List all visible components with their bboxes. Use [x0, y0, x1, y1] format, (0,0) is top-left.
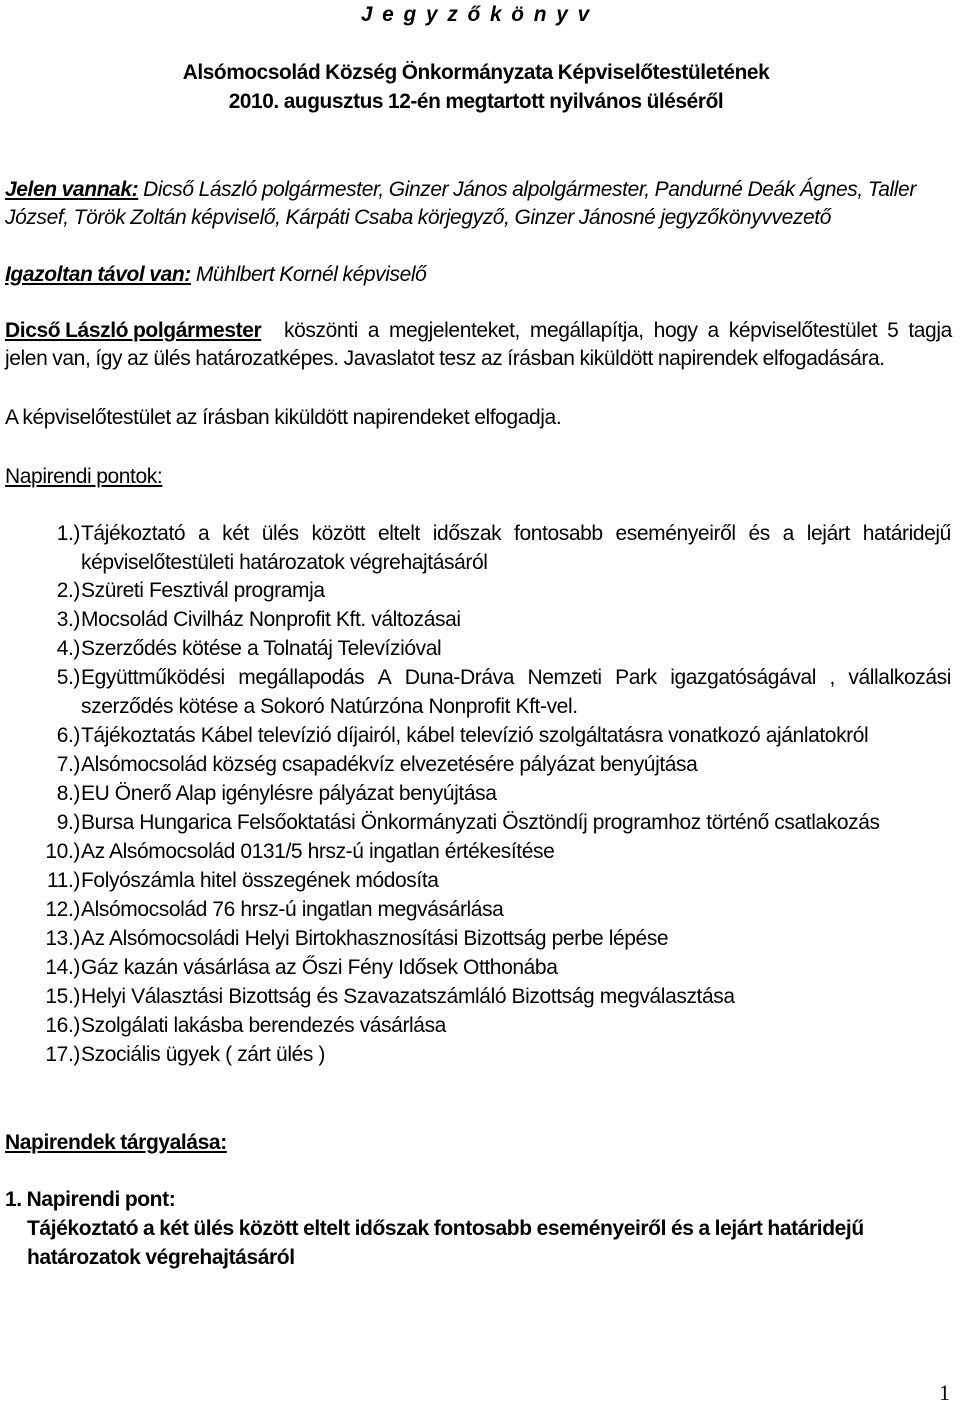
- absent-line: [5, 262, 952, 288]
- agenda-heading: Napirendi pontok:: [5, 465, 163, 488]
- agenda-item-text: Együttműködési megállapodás A Duna-Dráva Nemzeti Park igazgatóságával , vállalkozási: [81, 666, 951, 689]
- agenda-item-text: Szüreti Fesztivál programja: [81, 579, 325, 602]
- opening-line1-rest: köszönti a megjelenteket, megállapítja, hogy a képviselőtestület 5 tagja: [284, 319, 952, 342]
- agenda-item-text: Szolgálati lakásba berendezés vásárlása: [81, 1014, 446, 1037]
- agenda-item-number: 1.): [56, 522, 80, 545]
- discussion-heading: Napirendek tárgyalása:: [5, 1131, 227, 1154]
- agenda-item-number: 12.): [45, 898, 80, 921]
- agenda-item-number: 15.): [45, 985, 80, 1008]
- agenda-item-number: 17.): [45, 1043, 80, 1066]
- agenda-item-text: Helyi Választási Bizottság és Szavazatszámláló Bizottság megválasztása: [81, 985, 735, 1008]
- discussion-point-label: 1. Napirendi pont:: [5, 1188, 176, 1211]
- document-subtitle-line2: 2010. augusztus 12-én megtartott nyilvános üléséről: [228, 90, 724, 113]
- agenda-item-number: 10.): [45, 840, 80, 863]
- agenda-item-text: Bursa Hungarica Felsőoktatási Önkormányzati Ösztöndíj programhoz történő csatlakozás: [81, 811, 880, 834]
- agenda-item-text: EU Önerő Alap igénylésre pályázat benyújtása: [81, 782, 497, 805]
- opening-line2: jelen van, így az ülés határozatképes. Javaslatot tesz az írásban kiküldött napirendek elfogadására.: [5, 347, 885, 370]
- agenda-item-number: 9.): [56, 811, 80, 834]
- present-label: Jelen vannak:: [5, 178, 139, 201]
- present-text-line2: József, Török Zoltán képviselő, Kárpáti Csaba körjegyző, Ginzer Jánosné jegyzőkönyvvezető: [5, 206, 831, 229]
- document-subtitle-line1: Alsómocsolád Község Önkormányzata Képviselőtestületének: [182, 61, 770, 84]
- agenda-item-number: 7.): [56, 753, 80, 776]
- agenda-item-text: Szociális ügyek ( zárt ülés ): [81, 1043, 325, 1066]
- opening-speaker: Dicső László polgármester: [5, 319, 262, 342]
- agenda-item-number: 16.): [45, 1014, 80, 1037]
- opening-line1: [5, 318, 952, 344]
- agenda-item-text: Mocsolád Civilház Nonprofit Kft. változásai: [81, 608, 461, 631]
- agenda-item-text-line2: szerződés kötése a Sokoró Natúrzóna Nonprofit Kft-vel.: [81, 695, 578, 718]
- present-line1: [5, 177, 952, 203]
- agenda-item-text: [81, 521, 951, 547]
- discussion-point-title-line1: Tájékoztató a két ülés között eltelt időszak fontosabb eseményeiről és a lejárt határidejű: [27, 1217, 864, 1240]
- agenda-item-number: 8.): [56, 782, 80, 805]
- agenda-item-number: 2.): [56, 579, 80, 602]
- agenda-item-number: 14.): [45, 956, 80, 979]
- absent-label: Igazoltan távol van:: [5, 263, 191, 286]
- agenda-item-number: 5.): [56, 666, 80, 689]
- agenda-item-text-line2: képviselőtestületi határozatok végrehajtásáról: [81, 551, 488, 574]
- agenda-item-number: 11.): [46, 869, 80, 892]
- agenda-item-number: 4.): [56, 637, 80, 660]
- agenda-item-text: Az Alsómocsoládi Helyi Birtokhasznosítási Bizottság perbe lépése: [81, 927, 669, 950]
- discussion-point-title-line2: határozatok végrehajtásáról: [27, 1246, 295, 1269]
- agenda-item-number: 6.): [56, 724, 80, 747]
- agenda-item-text: Alsómocsolád 76 hrsz-ú ingatlan megvásárlása: [81, 898, 504, 921]
- page-number: 1: [939, 1380, 950, 1405]
- agenda-item-number: 3.): [56, 608, 80, 631]
- agenda-item-text: Alsómocsolád község csapadékvíz elvezetésére pályázat benyújtása: [81, 753, 698, 776]
- agenda-item-text: Folyószámla hitel összegének módosíta: [81, 869, 439, 892]
- present-text-line1: Dicső László polgármester, Ginzer János alpolgármester, Pandurné Deák Ágnes, Taller: [143, 178, 916, 201]
- agenda-item-text: Tájékoztatás Kábel televízió díjairól, kábel televízió szolgáltatásra vonatkozó ajánlatokról: [81, 724, 869, 747]
- agenda-item-number: 13.): [45, 927, 80, 950]
- agenda-item-text: Szerződés kötése a Tolnatáj Televízióval: [81, 637, 442, 660]
- agenda-item-text: Gáz kazán vásárlása az Őszi Fény Idősek Otthonába: [81, 956, 558, 979]
- agenda-item-text: Az Alsómocsolád 0131/5 hrsz-ú ingatlan értékesítése: [81, 840, 555, 863]
- document-title: J e g y z ő k ö n y v: [360, 3, 592, 26]
- opening-decision: A képviselőtestület az írásban kiküldött napirendeket elfogadja.: [5, 406, 562, 429]
- absent-text: Mühlbert Kornél képviselő: [195, 263, 427, 286]
- agenda-item-text-line1: Tájékoztató a két ülés között eltelt időszak fontosabb eseményeiről és a lejárt határidejű: [81, 522, 951, 545]
